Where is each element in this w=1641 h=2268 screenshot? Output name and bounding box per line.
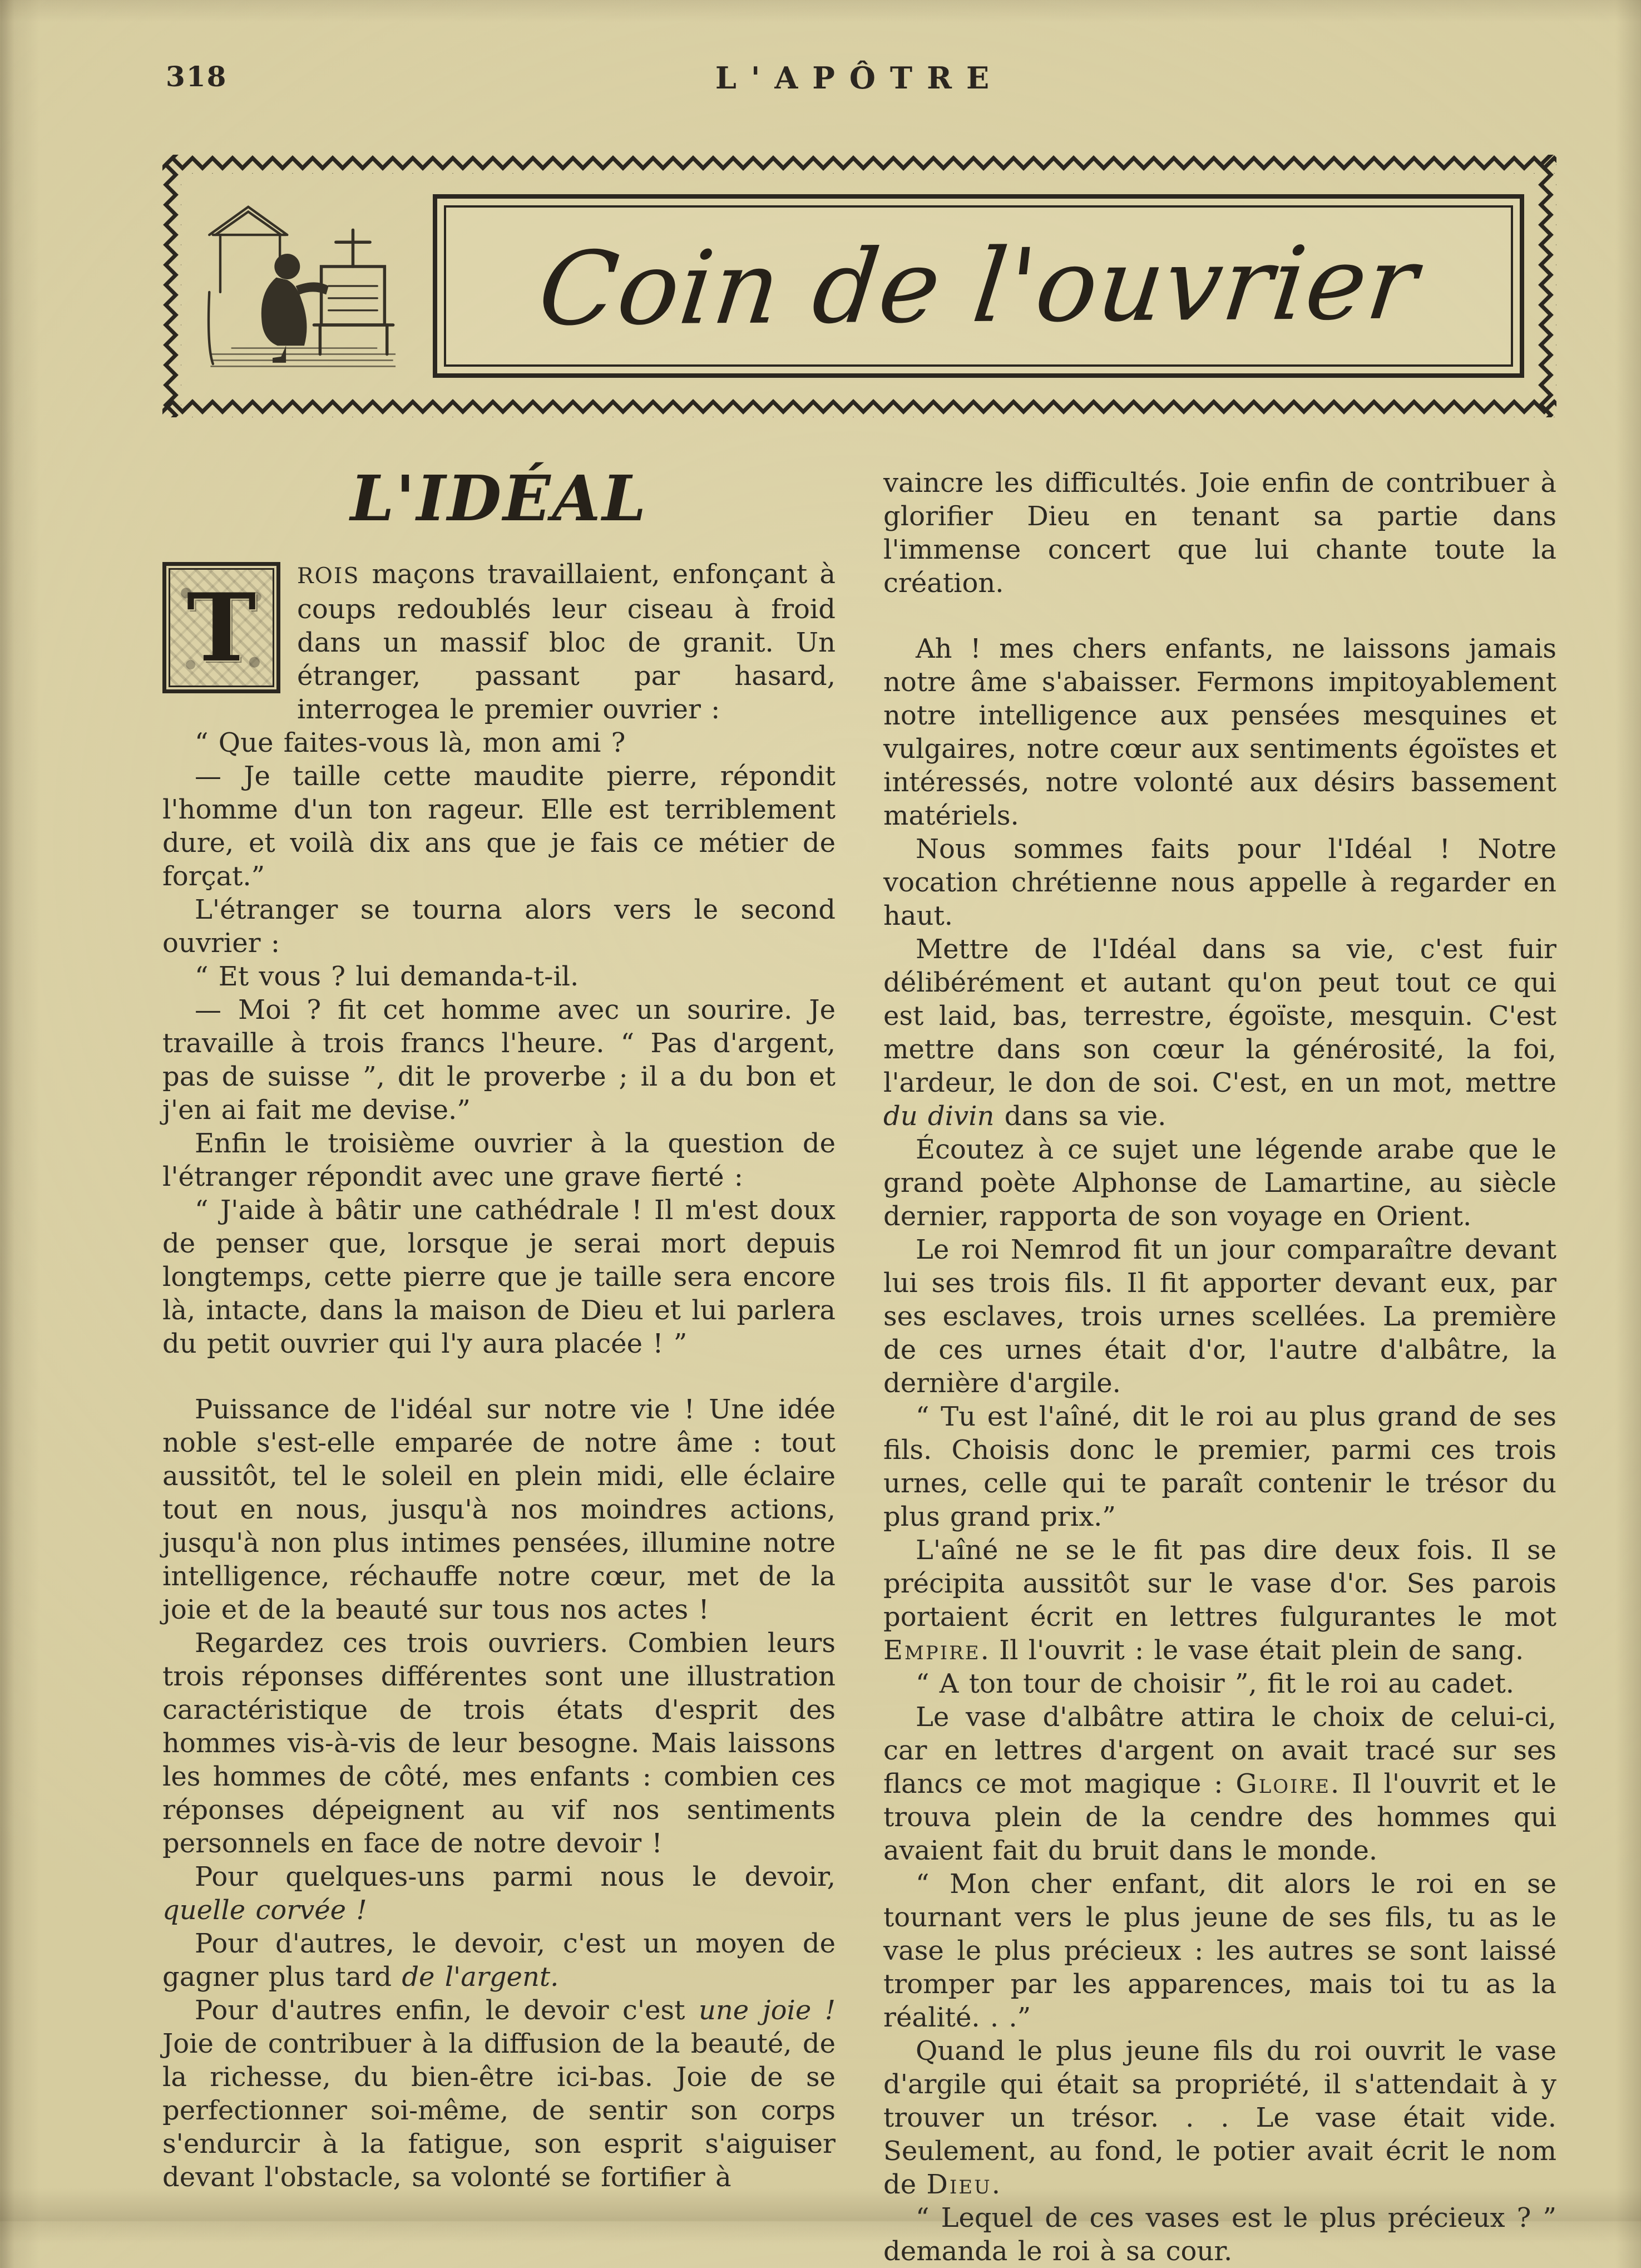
- paragraph: [883, 2034, 1556, 2201]
- text-run: quelle corvée !: [162, 1894, 367, 1926]
- text-run: Pour d'autres, le devoir, c'est un moyen de gagner plus tard: [162, 1927, 836, 1993]
- banner-title-box: [433, 194, 1524, 378]
- text-run: Écoutez à ce sujet une légende arabe que le grand poète Alphonse de Lamartine, au siècle dernier, rapporta de son voyage en Orient.: [883, 1134, 1556, 1232]
- paragraph: [162, 1127, 836, 1194]
- section-break: [162, 1360, 836, 1393]
- text-run: “ Et vous ? lui demanda-t-il.: [195, 960, 579, 992]
- section-break: [883, 600, 1556, 632]
- text-run: de l'argent.: [402, 1961, 559, 1993]
- paragraph: [883, 1534, 1556, 1667]
- text-run: Nous sommes faits pour l'Idéal ! Notre vocation chrétienne nous appelle à regarder en haut.: [883, 834, 1556, 931]
- text-run: . Il l'ouvrit et le trouva plein de la cendre des hommes qui avaient fait du bruit dans le monde.: [883, 1768, 1556, 1866]
- paragraph: [883, 632, 1556, 832]
- text-run: . Il l'ouvrit : le vase était plein de sang.: [980, 1635, 1524, 1666]
- text-run: “ Tu est l'aîné, dit le roi au plus grand de ses fils. Choisis donc le premier, parmi ces trois urnes, celle qui te paraît contenir le trésor du plus grand prix.”: [883, 1401, 1556, 1532]
- zigzag-border-top: [162, 155, 1556, 174]
- text-run: “ Que faites-vous là, mon ami ?: [195, 727, 626, 758]
- running-head: [162, 60, 1556, 101]
- paragraph: [883, 1133, 1556, 1233]
- banner-title: Coin de l'ouvrier: [533, 224, 1424, 348]
- text-run: du divin: [883, 1101, 995, 1132]
- opening-paragraph: [162, 558, 836, 726]
- zigzag-border-right: [1538, 155, 1556, 417]
- text-run: Ah ! mes chers enfants, ne laissons jamais notre âme s'abaisser. Fermons impitoyablement notre intelligence aux pensées mesquines et vulgaires, notre cœur aux sentiments égoïstes et intéressés, notre volonté aux désirs bassement matériels.: [883, 633, 1556, 831]
- paragraph: [883, 933, 1556, 1133]
- paragraph: [162, 993, 836, 1127]
- journal-title: L'APÔTRE: [715, 60, 1004, 96]
- text-run: Pour d'autres enfin, le devoir c'est: [195, 1994, 699, 2026]
- paragraph: [162, 1626, 836, 1860]
- paragraph: [162, 1194, 836, 1360]
- drop-cap-initial: [162, 562, 280, 693]
- text-run: “ J'aide à bâtir une cathédrale ! Il m'est doux de penser que, lorsque je serai mort depuis longtemps, cette pierre que je taille sera encore là, intacte, dans la maison de Dieu et lui parlera du petit ouvrier qui l'y aura placée ! ”: [162, 1194, 836, 1359]
- text-run: Pour quelques-uns parmi nous le devoir,: [195, 1861, 836, 1892]
- text-run: une joie !: [698, 1994, 836, 2026]
- paragraph: [162, 893, 836, 960]
- paragraph: [883, 1700, 1556, 1867]
- text-run: Le vase d'albâtre attira le choix de celui-ci, car en lettres d'argent on avait tracé sur ses flancs ce mot magique :: [883, 1702, 1556, 1799]
- text-run: .: [991, 2169, 1001, 2200]
- text-run: — Je taille cette maudite pierre, répondit l'homme d'un ton rageur. Elle est terriblement dure, et voilà dix ans que je fais ce métier de forçat.”: [162, 760, 836, 892]
- paragraph: [162, 760, 836, 893]
- text-run: Gloire: [1235, 1768, 1331, 1799]
- text-run: Le roi Nemrod fit un jour comparaître devant lui ses trois fils. Il fit apporter devant eux, par ses esclaves, trois urnes scellées. La première de ces urnes était d'or, l'autre d'albâtre, la dernière d'argile.: [883, 1234, 1556, 1399]
- column-right: [883, 466, 1556, 2268]
- text-run: dans sa vie.: [994, 1101, 1167, 1132]
- text-run: Mettre de l'Idéal dans sa vie, c'est fuir délibérément et autant qu'on peut tout ce qui est laid, bas, terrestre, égoïste, mesquin. C'est mettre dans son cœur la générosité, la foi, l'ardeur, le don de soi. C'est, en un mot, mettre: [883, 934, 1556, 1098]
- text-run: Puissance de l'idéal sur notre vie ! Une idée noble s'est-elle emparée de notre âme : tout aussitôt, tel le soleil en plein midi, elle éclaire tout en nous, jusqu'à nos moindres actions, jusqu'à non plus intimes pensées, illumine notre intelligence, réchauffe notre cœur, met de la joie et de la beauté sur tous nos actes !: [162, 1393, 836, 1625]
- text-run: L'aîné ne se le fit pas dire deux fois. Il se précipita aussitôt sur le vase d'or. Ses parois portaient écrit en lettres fulgurantes le mot: [883, 1535, 1556, 1633]
- text-run: Regardez ces trois ouvriers. Combien leurs trois réponses différentes sont une illustration caractéristique de trois états d'esprit des hommes vis-à-vis de leur besogne. Mais laissons les hommes de côté, mes enfants : combien ces réponses dépeignent au vif nos sentiments personnels en face de notre devoir !: [162, 1627, 836, 1859]
- paragraph: [883, 1400, 1556, 1534]
- paragraph: [883, 2201, 1556, 2268]
- column-left: [162, 462, 836, 2268]
- banner-illustration-engraving: [195, 191, 402, 381]
- text-run: maçons travaillaient, enfonçant à coups redoublés leur ciseau à froid dans un massif bloc de granit. Un étranger, passant par hasard, interrogea le premier ouvrier :: [297, 558, 836, 725]
- text-run: Dieu: [926, 2169, 992, 2200]
- paragraph: [162, 1393, 836, 1626]
- section-banner: [162, 155, 1556, 417]
- text-run: ROIS: [297, 563, 360, 589]
- column-left-paragraphs: [162, 558, 836, 2194]
- text-run: “ Mon cher enfant, dit alors le roi en se tournant vers le plus jeune de ses fils, tu as le vase le plus précieux : les autres se sont laissé tromper par les apparences, mais toi tu as la réalité. . .”: [883, 1868, 1556, 2033]
- text-run: “ A ton tour de choisir ”, fit le roi au cadet.: [916, 1668, 1515, 1699]
- paragraph: [162, 960, 836, 993]
- text-run: L'étranger se tourna alors vers le second ouvrier :: [162, 894, 836, 959]
- banner-title-box-inner: [444, 205, 1513, 367]
- paragraph: [883, 1867, 1556, 2034]
- paragraph: [883, 466, 1556, 600]
- text-run: Quand le plus jeune fils du roi ouvrit le vase d'argile qui était sa propriété, il s'attendait à y trouver un trésor. . . Le vase était vide. Seulement, au fond, le potier avait écrit le nom de: [883, 2035, 1556, 2200]
- printing-press-engraving-icon: [195, 191, 402, 381]
- text-run: — Moi ? fit cet homme avec un sourire. Je travaille à trois francs l'heure. “ Pas d'argent, pas de suisse ”, dit le proverbe ; il a du bon et j'en ai fait me devise.”: [162, 994, 836, 1126]
- zigzag-border-left: [162, 155, 181, 417]
- article: [162, 462, 1556, 2268]
- paragraph: [162, 1860, 836, 1927]
- paragraph: [883, 832, 1556, 933]
- zigzag-border-bottom: [162, 398, 1556, 417]
- banner-inner: [195, 181, 1524, 391]
- page-number: 318: [166, 60, 228, 93]
- text-run: Empire: [883, 1635, 981, 1666]
- paragraph: [162, 1927, 836, 1994]
- article-title: L'IDÉAL: [350, 462, 648, 535]
- text-run: “ Lequel de ces vases est le plus précieux ? ” demanda le roi à sa cour.: [883, 2202, 1556, 2267]
- drop-cap-letter: T: [186, 572, 256, 683]
- text-run: Enfin le troisième ouvrier à la question de l'étranger répondit avec une grave fierté :: [162, 1127, 836, 1192]
- text-run: vaincre les difficultés. Joie enfin de contribuer à glorifier Dieu en tenant sa partie dans l'immense concert que lui chante toute la création.: [883, 467, 1556, 599]
- text-run: Joie de contribuer à la diffusion de la beauté, de la richesse, du bien-être ici-bas. Joie de se perfectionner soi-même, de sentir son corps s'endurcir à la fatigue, son esprit s'aiguiser devant l'obstacle, sa volonté se fortifier à: [162, 2028, 836, 2193]
- paragraph: [162, 726, 836, 760]
- paragraph: [162, 1994, 836, 2194]
- paragraph: [883, 1667, 1556, 1700]
- paragraph: [883, 1233, 1556, 1400]
